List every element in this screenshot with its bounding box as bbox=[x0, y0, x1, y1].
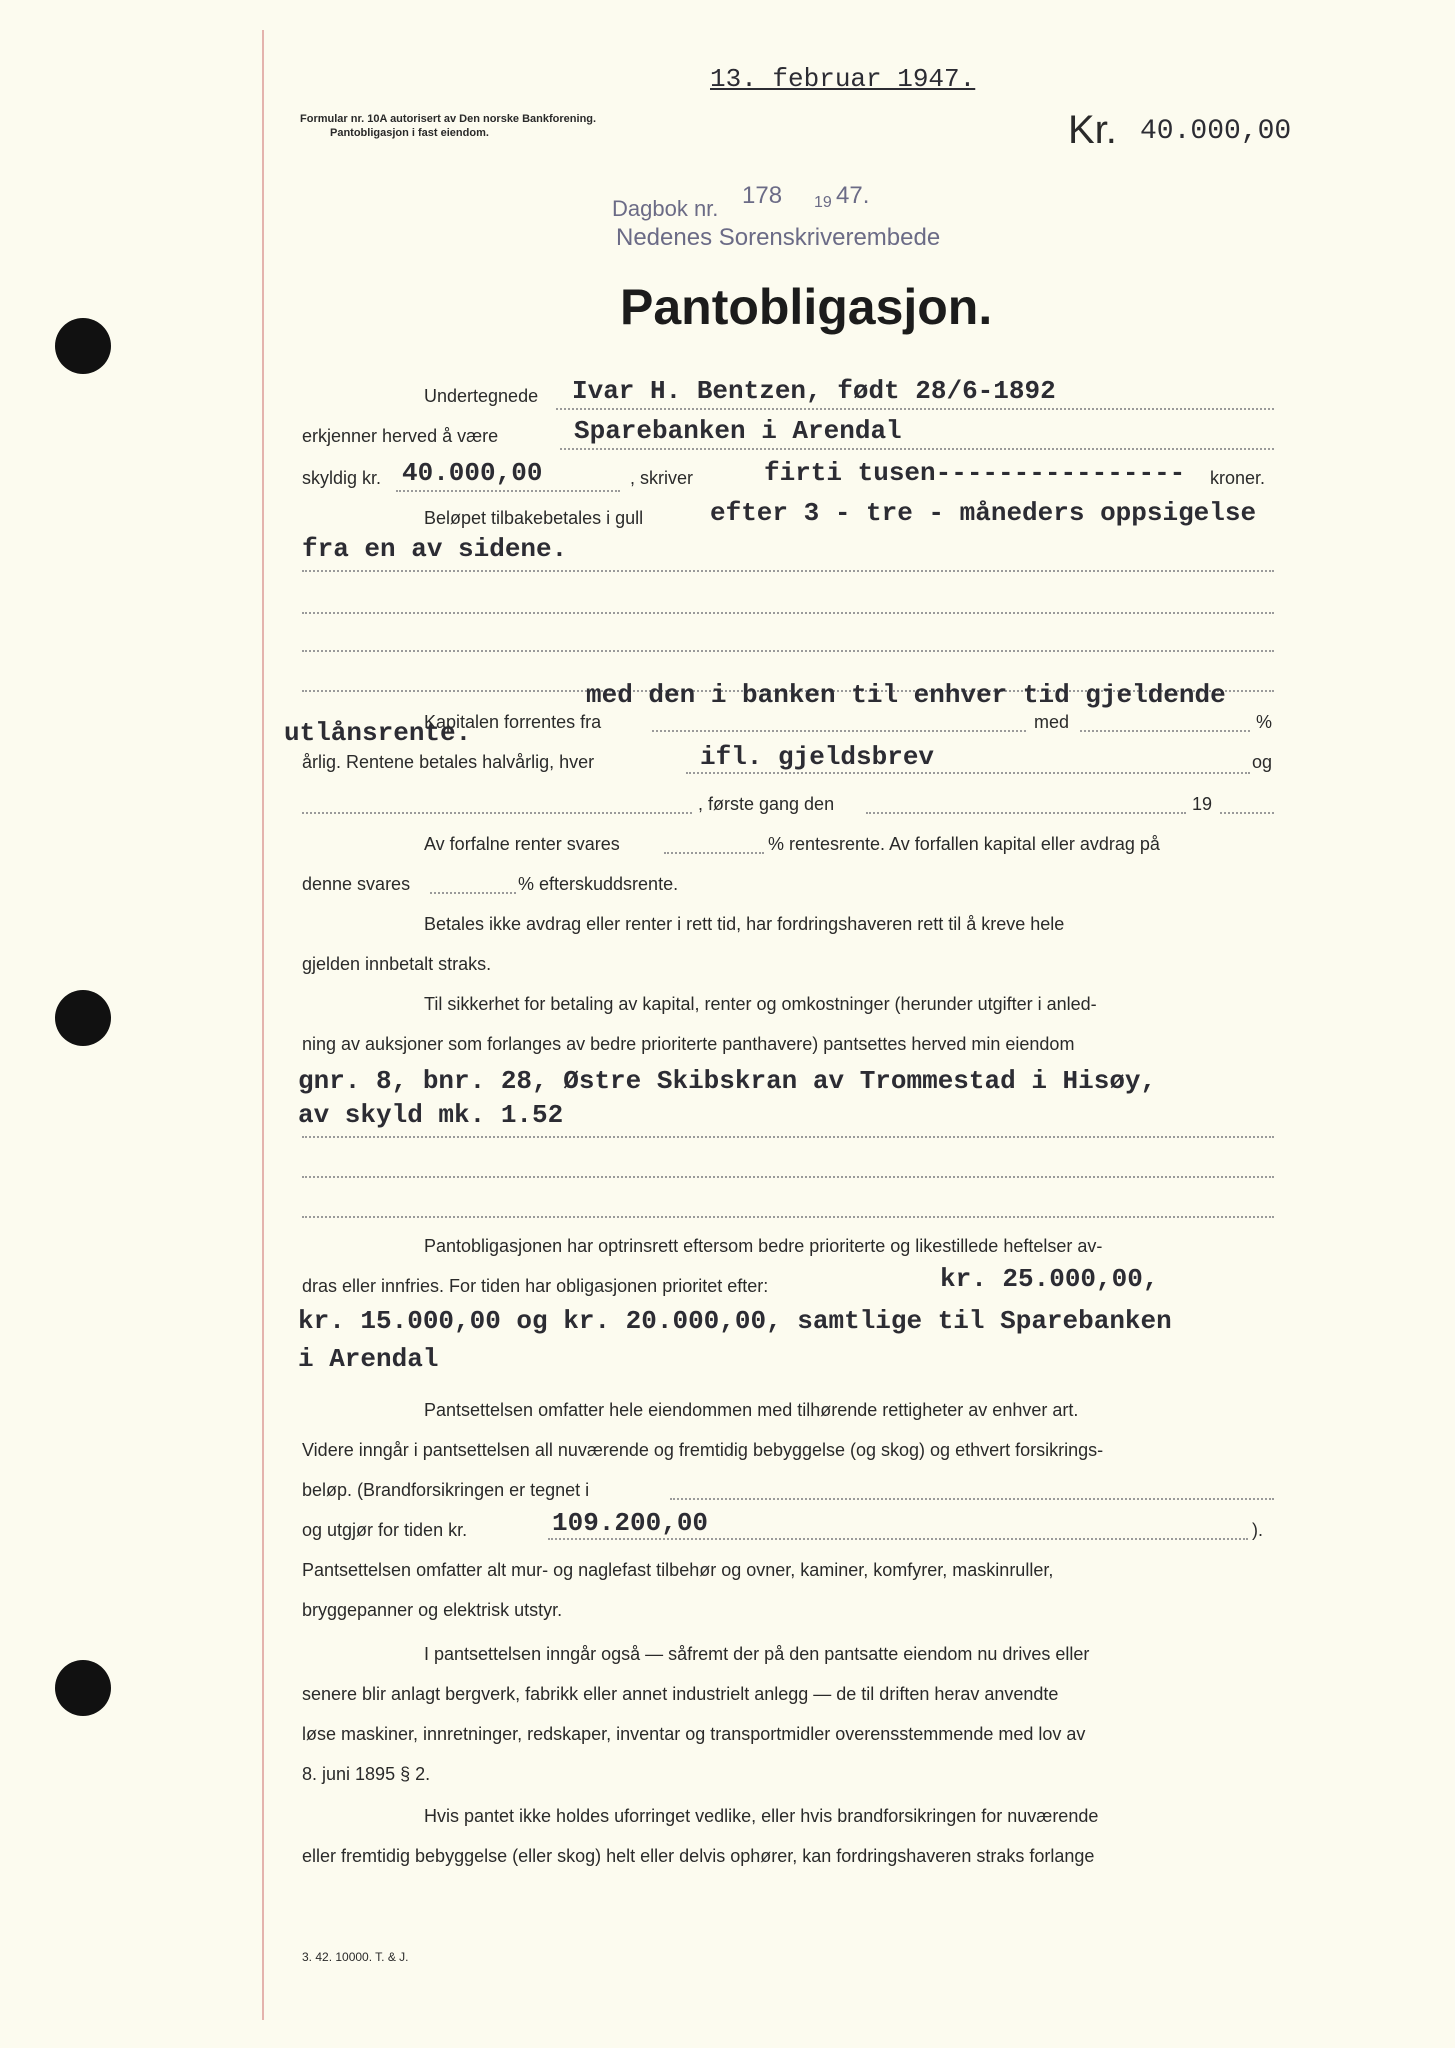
formular-line-1: Formular nr. 10A autorisert av Den norske Bankforening. bbox=[300, 113, 597, 125]
dagbok-label: Dagbok nr. bbox=[612, 196, 719, 221]
prioritet-typed-1: kr. 25.000,00, bbox=[940, 1264, 1159, 1294]
fill-line bbox=[430, 892, 516, 894]
fill-line bbox=[1080, 730, 1250, 732]
belopet-line-2: fra en av sidene. bbox=[302, 534, 568, 564]
prioritet-text-2: dras eller innfries. For tiden har obligasjonen prioritet efter: bbox=[302, 1276, 769, 1296]
fill-line bbox=[686, 772, 1250, 774]
fill-line bbox=[1220, 812, 1274, 814]
sikkerhet-text-1: Til sikkerhet for betaling av kapital, renter og omkostninger (herunder utgifter i anled- bbox=[424, 994, 1097, 1014]
pantsettelse-p6: bryggepanner og elektrisk utstyr. bbox=[302, 1600, 563, 1620]
document-date: 13. februar 1947. bbox=[710, 64, 976, 94]
punch-hole-middle bbox=[55, 990, 111, 1046]
fill-line bbox=[560, 448, 1274, 450]
pantsettelse-p12: eller fremtidig bebyggelse (eller skog) helt eller delvis ophører, kan fordringshaveren straks forlange bbox=[302, 1846, 1095, 1866]
nineteen-label: 19 bbox=[1192, 794, 1213, 814]
denne-text-2: % efterskuddsrente. bbox=[518, 874, 679, 894]
pantsettelse-p4: og utgjør for tiden kr. bbox=[302, 1520, 468, 1540]
belopet-label: Beløpet tilbakebetales i gull bbox=[424, 508, 644, 528]
betales-text-2: gjelden innbetalt straks. bbox=[302, 954, 492, 974]
dagbok-number: 178 bbox=[742, 182, 783, 209]
prioritet-text-1: Pantobligasjonen har optrinsrett eftersom bedre prioriterte og likestillede heftelser av- bbox=[424, 1236, 1103, 1256]
rente-typed-3: ifl. gjeldsbrev bbox=[700, 742, 935, 772]
forfalne-text-2: % rentesrente. Av forfallen kapital eller avdrag på bbox=[768, 834, 1160, 854]
document-title: Pantobligasjon. bbox=[620, 279, 993, 335]
eiendom-line-2: av skyld mk. 1.52 bbox=[298, 1100, 564, 1130]
forste-gang-label: , første gang den bbox=[698, 794, 835, 814]
arlig-label: årlig. Rentene betales halvårlig, hver bbox=[302, 752, 595, 772]
pantsettelse-p10: 8. juni 1895 § 2. bbox=[302, 1764, 431, 1784]
betales-text-1: Betales ikke avdrag eller renter i rett tid, har fordringshaveren rett til å kreve hele bbox=[424, 914, 1065, 934]
fill-line bbox=[302, 1216, 1274, 1218]
fill-line bbox=[302, 570, 1274, 572]
skriver-label: , skriver bbox=[630, 468, 693, 488]
erkjenner-label: erkjenner herved å være bbox=[302, 426, 499, 446]
eiendom-line-1: gnr. 8, bnr. 28, Østre Skibskran av Trommestad i Hisøy, bbox=[298, 1066, 1157, 1096]
fill-line bbox=[556, 408, 1274, 410]
margin-line bbox=[262, 30, 264, 2020]
undertegnede-value: Ivar H. Bentzen, født 28/6-1892 bbox=[572, 376, 1056, 406]
office-stamp: Nedenes Sorenskriverembede bbox=[616, 224, 941, 251]
pantsettelse-p2: Videre inngår i pantsettelsen all nuværende og fremtidig bebyggelse (og skog) og ethvert forsikrings- bbox=[302, 1440, 1104, 1460]
fill-line bbox=[670, 1498, 1274, 1500]
og-label: og bbox=[1252, 752, 1273, 772]
fill-line bbox=[866, 812, 1186, 814]
forfalne-text-1: Av forfalne renter svares bbox=[424, 834, 620, 854]
dagbok-year-prefix: 19 bbox=[814, 194, 832, 211]
brandforsikring-value: 109.200,00 bbox=[552, 1508, 709, 1538]
dagbok-year: 47. bbox=[836, 182, 870, 209]
pantsettelse-p8: senere blir anlagt bergverk, fabrikk eller annet industrielt anlegg — de til driften herav anvendte bbox=[302, 1684, 1059, 1704]
fill-line bbox=[664, 852, 764, 854]
amount-value: 40.000,00 bbox=[1140, 116, 1292, 147]
fill-line bbox=[302, 612, 1274, 614]
footer-print-code: 3. 42. 10000. T. & J. bbox=[302, 1950, 409, 1964]
kroner-label: kroner. bbox=[1210, 468, 1266, 488]
fill-line bbox=[548, 1538, 1248, 1540]
prioritet-typed-2: kr. 15.000,00 og kr. 20.000,00, samtlige til Sparebanken bbox=[298, 1306, 1172, 1336]
pantsettelse-p3: beløp. (Brandforsikringen er tegnet i bbox=[302, 1480, 590, 1500]
creditor-value: Sparebanken i Arendal bbox=[574, 416, 902, 446]
undertegnede-label: Undertegnede bbox=[424, 386, 539, 406]
pantsettelse-p4-end: ). bbox=[1252, 1520, 1263, 1540]
punch-hole-bottom bbox=[55, 1660, 111, 1716]
skyldig-value: 40.000,00 bbox=[402, 458, 543, 488]
fill-line bbox=[302, 650, 1274, 652]
fill-line bbox=[652, 730, 1026, 732]
amount-currency: Kr. bbox=[1068, 108, 1117, 152]
kapitalen-label: Kapitalen forrentes fra bbox=[424, 712, 602, 732]
fill-line bbox=[396, 490, 620, 492]
pantsettelse-p11: Hvis pantet ikke holdes uforringet vedlike, eller hvis brandforsikringen for nuværende bbox=[424, 1806, 1099, 1826]
fill-line bbox=[302, 1176, 1274, 1178]
pantsettelse-p5: Pantsettelsen omfatter alt mur- og naglefast tilbehør og ovner, kaminer, komfyrer, maskinruller, bbox=[302, 1560, 1054, 1580]
med-label: med bbox=[1034, 712, 1070, 732]
skriver-value: firti tusen---------------- bbox=[764, 458, 1186, 488]
prioritet-typed-3: i Arendal bbox=[298, 1344, 439, 1374]
belopet-line-1: efter 3 - tre - måneders oppsigelse bbox=[710, 498, 1257, 528]
pantsettelse-p9: løse maskiner, innretninger, redskaper, inventar og transportmidler overensstemmende med lov av bbox=[302, 1724, 1086, 1744]
fill-line bbox=[302, 812, 692, 814]
rente-typed-1: med den i banken til enhver tid gjeldende bbox=[586, 680, 1226, 710]
pantsettelse-p7: I pantsettelsen inngår også — såfremt der på den pantsatte eiendom nu drives eller bbox=[424, 1644, 1090, 1664]
pantsettelse-p1: Pantsettelsen omfatter hele eiendommen med tilhørende rettigheter av enhver art. bbox=[424, 1400, 1079, 1420]
sikkerhet-text-2: ning av auksjoner som forlanges av bedre prioriterte panthavere) pantsettes herved min eiendom bbox=[302, 1034, 1075, 1054]
punch-hole-top bbox=[55, 318, 111, 374]
denne-text-1: denne svares bbox=[302, 874, 411, 894]
skyldig-label: skyldig kr. bbox=[302, 468, 382, 488]
rente-typed-2: utlånsrente. bbox=[284, 718, 472, 748]
fill-line bbox=[302, 1136, 1274, 1138]
pct-label: % bbox=[1256, 712, 1273, 732]
formular-line-2: Pantobligasjon i fast eiendom. bbox=[330, 127, 489, 139]
